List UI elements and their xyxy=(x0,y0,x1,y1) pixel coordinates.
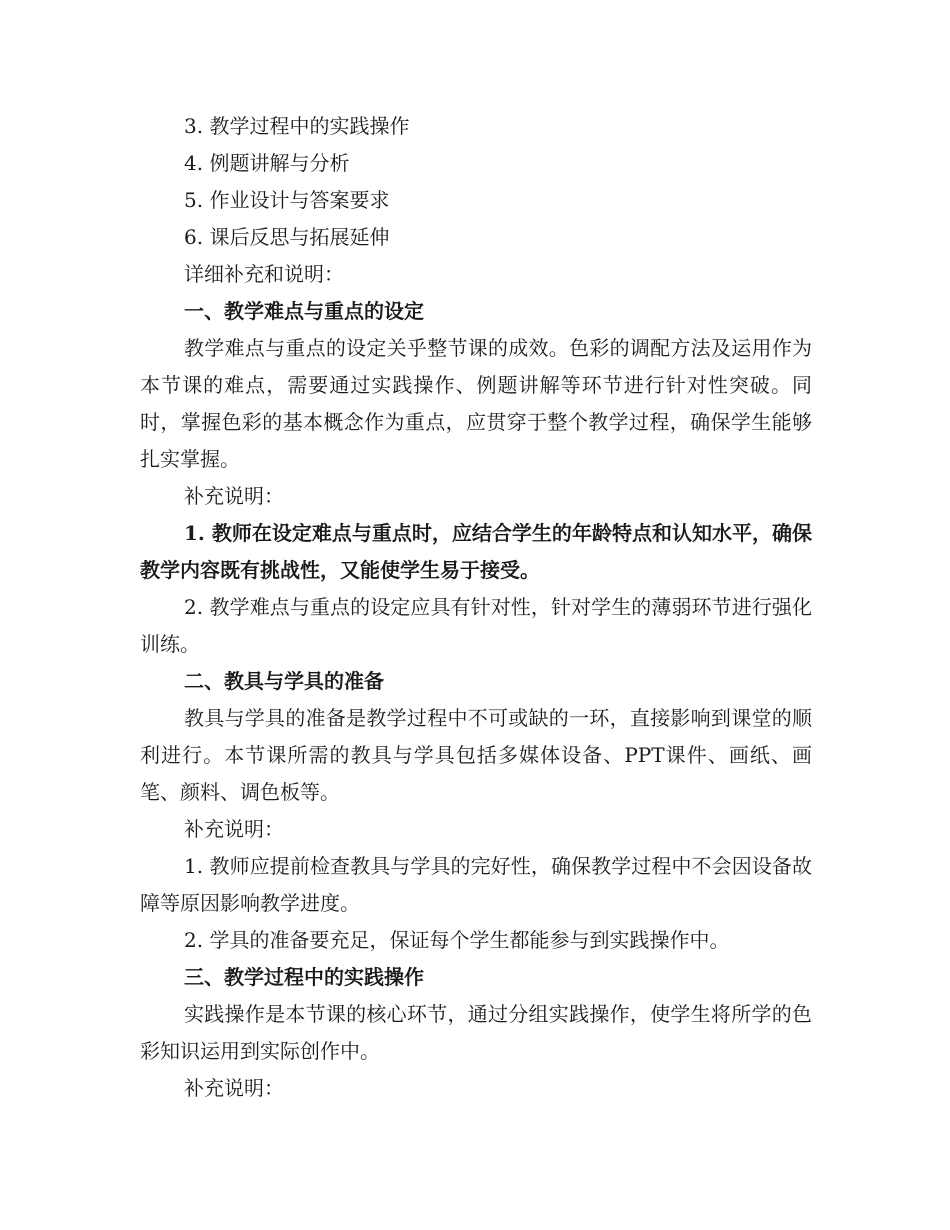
section-heading: 二、教具与学具的准备 xyxy=(184,669,384,693)
list-item: 4. 例题讲解与分析 xyxy=(184,151,350,175)
section-paragraph: 实践操作是本节课的核心环节，通过分组实践操作，使学生将所学的色彩知识运用到实际创作中。 xyxy=(140,1002,812,1063)
section-paragraph: 教具与学具的准备是教学过程中不可或缺的一环，直接影响到课堂的顺利进行。本节课所需的教具与学具包括多媒体设备、PPT课件、画纸、画笔、颜料、调色板等。 xyxy=(140,706,812,804)
note-label: 补充说明： xyxy=(184,817,284,841)
note-item: 1. 教师在设定难点与重点时，应结合学生的年龄特点和认知水平，确保教学内容既有挑战性，又能使学生易于接受。 xyxy=(140,521,812,582)
document-body xyxy=(140,108,812,1107)
note-item: 2. 教学难点与重点的设定应具有针对性，针对学生的薄弱环节进行强化训练。 xyxy=(140,595,812,656)
note-label: 补充说明： xyxy=(184,484,284,508)
section-heading: 一、教学难点与重点的设定 xyxy=(184,299,424,323)
intro-label: 详细补充和说明： xyxy=(184,262,344,286)
section-heading: 三、教学过程中的实践操作 xyxy=(184,965,424,989)
note-label: 补充说明： xyxy=(184,1076,284,1100)
list-item: 5. 作业设计与答案要求 xyxy=(184,188,390,212)
note-item: 2. 学具的准备要充足，保证每个学生都能参与到实践操作中。 xyxy=(184,928,730,952)
note-item: 1. 教师应提前检查教具与学具的完好性，确保教学过程中不会因设备故障等原因影响教学进度。 xyxy=(140,854,812,915)
list-item: 6. 课后反思与拓展延伸 xyxy=(184,225,390,249)
list-item: 3. 教学过程中的实践操作 xyxy=(184,114,410,138)
section-paragraph: 教学难点与重点的设定关乎整节课的成效。色彩的调配方法及运用作为本节课的难点，需要通过实践操作、例题讲解等环节进行针对性突破。同时，掌握色彩的基本概念作为重点，应贯穿于整个教学过程，确保学生能够扎实掌握。 xyxy=(140,336,812,471)
